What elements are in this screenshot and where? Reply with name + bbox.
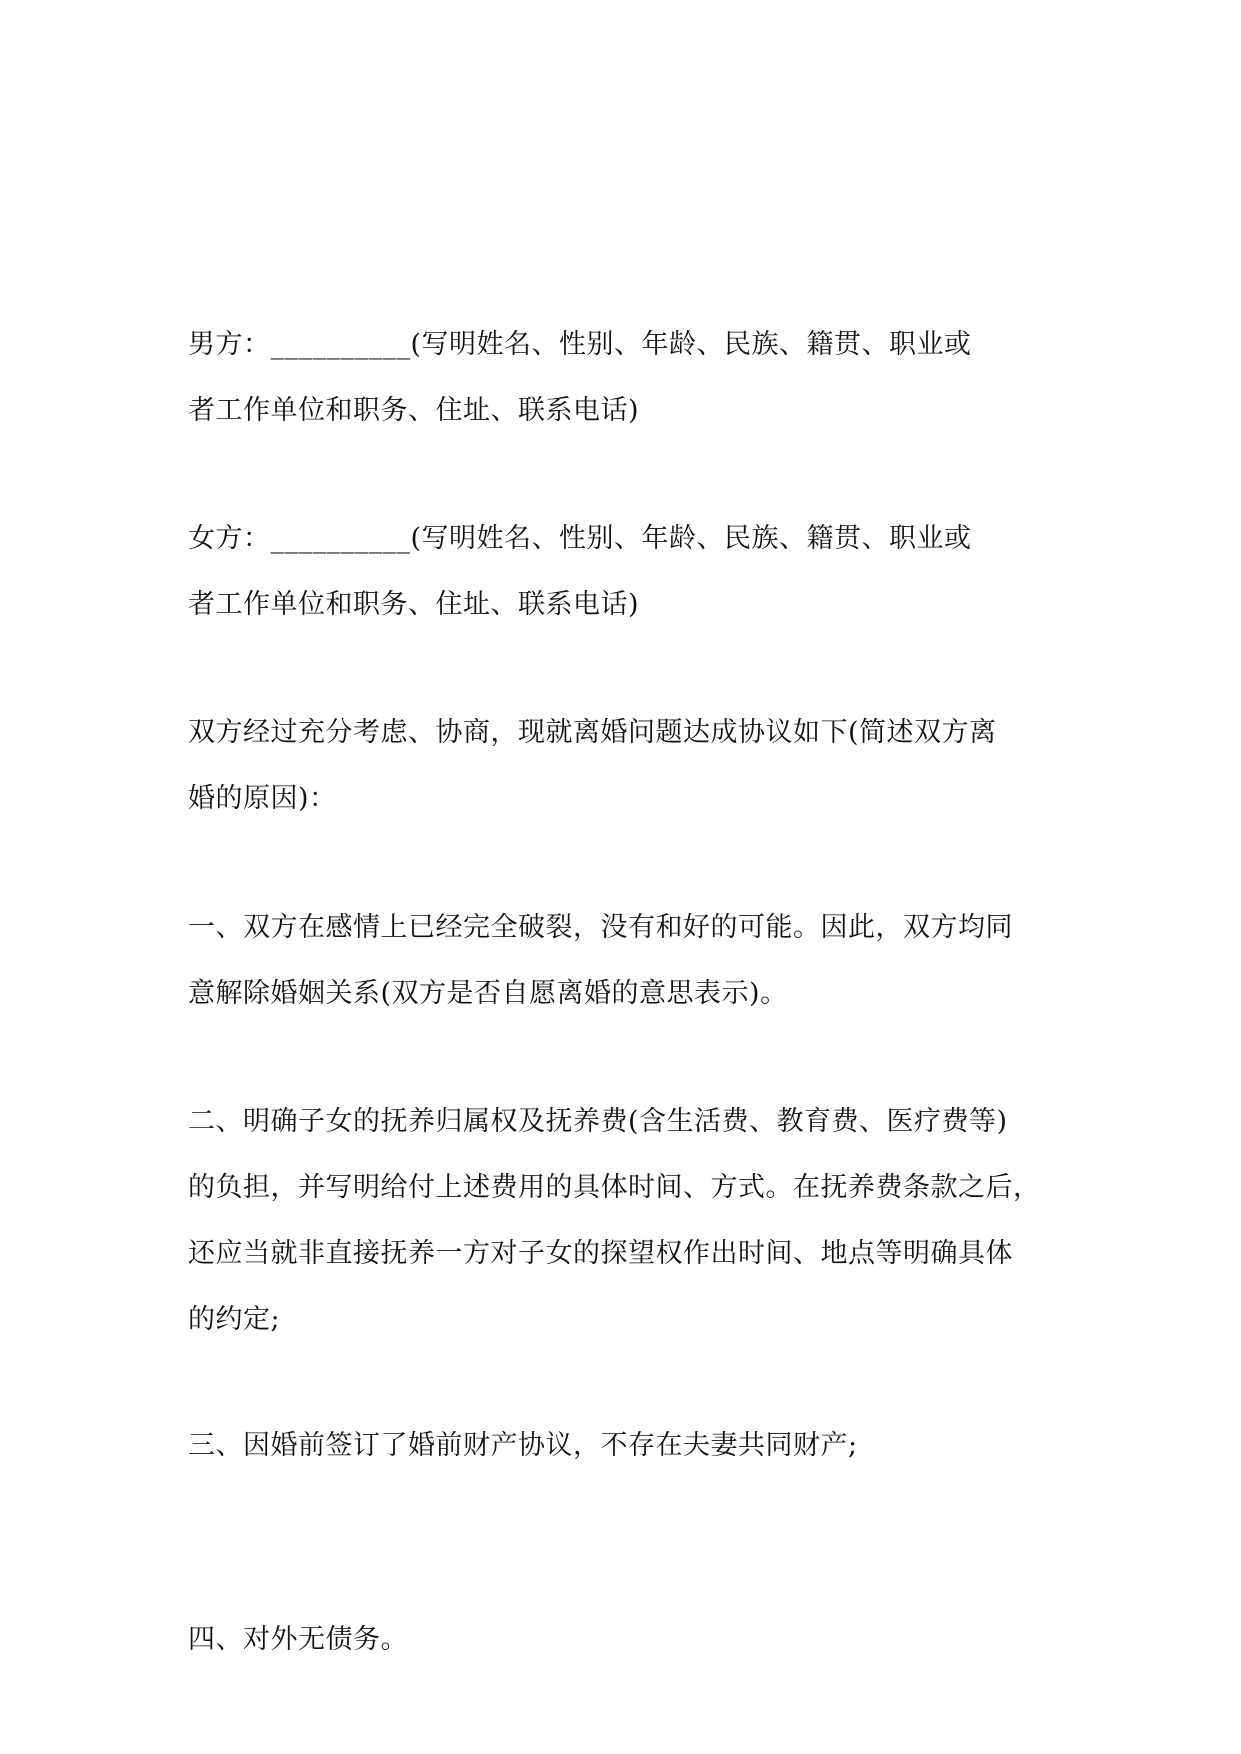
text-line: 一、双方在感情上已经完全破裂，没有和好的可能。因此，双方均同 [188, 912, 1013, 943]
text-line: 者工作单位和职务、住址、联系电话) [188, 395, 640, 426]
text-line: 女方：__________(写明姓名、性别、年龄、民族、籍贯、职业或 [188, 523, 972, 554]
text-line: 三、因婚前签订了婚前财产协议，不存在夫妻共同财产; [188, 1430, 858, 1461]
paragraph-clause-four [188, 1607, 1058, 1673]
text-line: 婚的原因)： [188, 783, 337, 814]
paragraph-male-party [188, 312, 1058, 444]
paragraph-clause-two [188, 1089, 1058, 1353]
text-line: 二、明确子女的抚养归属权及抚养费(含生活费、教育费、医疗费等) [188, 1106, 1008, 1137]
text-line: 双方经过充分考虑、协商，现就离婚问题达成协议如下(简述双方离 [188, 717, 997, 748]
paragraph-female-party [188, 506, 1058, 638]
text-line: 意解除婚姻关系(双方是否自愿离婚的意思表示)。 [188, 978, 788, 1009]
paragraph-agreement-intro [188, 700, 1058, 832]
text-line: 四、对外无债务。 [188, 1624, 408, 1655]
paragraph-clause-one [188, 895, 1058, 1027]
paragraph-clause-three [188, 1413, 1058, 1479]
text-line: 的负担，并写明给付上述费用的具体时间、方式。在抚养费条款之后， [188, 1172, 1041, 1203]
text-line: 男方：__________(写明姓名、性别、年龄、民族、籍贯、职业或 [188, 329, 972, 360]
text-line: 的约定; [188, 1304, 281, 1335]
text-line: 还应当就非直接抚养一方对子女的探望权作出时间、地点等明确具体 [188, 1238, 1013, 1269]
text-line: 者工作单位和职务、住址、联系电话) [188, 589, 640, 620]
